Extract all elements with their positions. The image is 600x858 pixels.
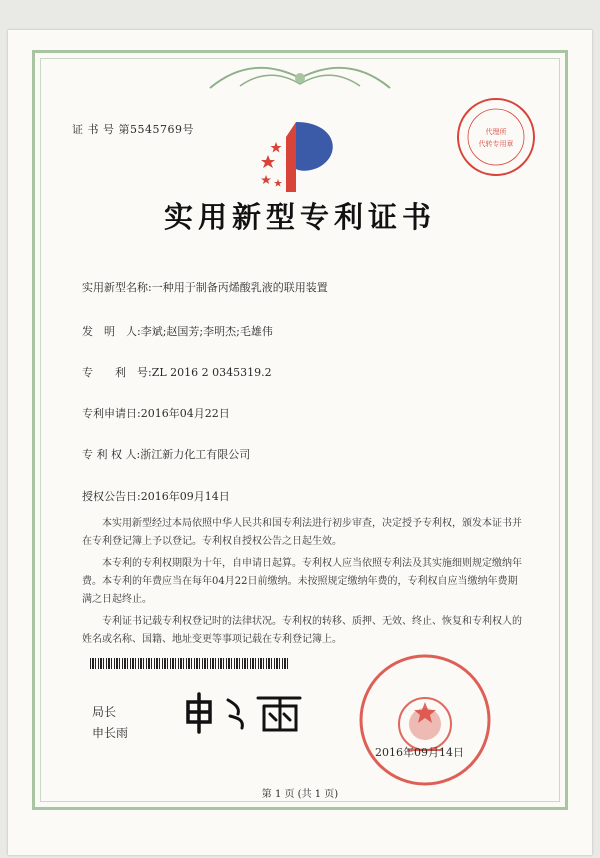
signature-icon	[180, 690, 310, 735]
field-label: 专 利 权 人:	[82, 448, 141, 461]
stamp-center-line1: 代理所	[485, 128, 507, 136]
field-label: 发 明 人:	[82, 325, 141, 338]
stamp-center-line2: 代转专用章	[478, 140, 514, 148]
field-value: 2016年04月22日	[140, 407, 230, 420]
field-value: ZL 2016 2 0345319.2	[151, 366, 272, 379]
field-patentee	[82, 446, 250, 462]
field-value: 2016年09月14日	[140, 490, 230, 503]
director-title: 局长	[92, 705, 117, 719]
certificate-title: 实用新型专利证书	[163, 200, 436, 234]
field-inventors	[82, 323, 273, 339]
director-name: 申长雨	[92, 726, 129, 740]
body-paragraph: 本专利的专利权期限为十年，自申请日起算。专利权人应当依照专利法及其实施细则规定缴纳年费。本专利的年费应当在每年04月22日前缴纳。未按照规定缴纳年费的，专利权自应当缴纳年费期满之日起终止。	[82, 558, 522, 605]
field-utility-model-name	[82, 279, 328, 295]
official-seal-icon	[355, 650, 495, 790]
field-application-date	[82, 405, 230, 421]
field-grant-date	[82, 488, 230, 504]
body-paragraph: 本实用新型经过本局依照中华人民共和国专利法进行初步审查，决定授予专利权，颁发本证书并在专利登记簿上予以登记。专利权自授权公告之日起生效。	[82, 518, 522, 547]
page-number: 第 1 页 (共 1 页)	[261, 789, 339, 800]
barcode	[90, 658, 290, 669]
agency-stamp-icon	[455, 96, 537, 178]
body-paragraph: 专利证书记载专利权登记时的法律状况。专利权的转移、质押、无效、终止、恢复和专利权人的姓名或名称、国籍、地址变更等事项记载在专利登记簿上。	[82, 616, 522, 645]
field-patent-number	[82, 364, 272, 380]
field-label: 授权公告日:	[82, 490, 141, 503]
certificate-number: 证 书 号 第5545769号	[72, 123, 194, 136]
field-value: 浙江新力化工有限公司	[140, 448, 251, 461]
seal-date: 2016年09月14日	[375, 746, 464, 759]
field-label: 实用新型名称:	[82, 281, 152, 294]
body-text	[82, 515, 522, 653]
field-label: 专利申请日:	[82, 407, 141, 420]
field-label: 专 利 号:	[82, 366, 152, 379]
patent-office-logo-icon	[256, 117, 346, 195]
field-value: 一种用于制备丙烯酸乳液的联用装置	[151, 281, 328, 294]
ornament-icon	[200, 58, 400, 98]
field-value: 李斌;赵国芳;李明杰;毛雄伟	[140, 325, 273, 338]
